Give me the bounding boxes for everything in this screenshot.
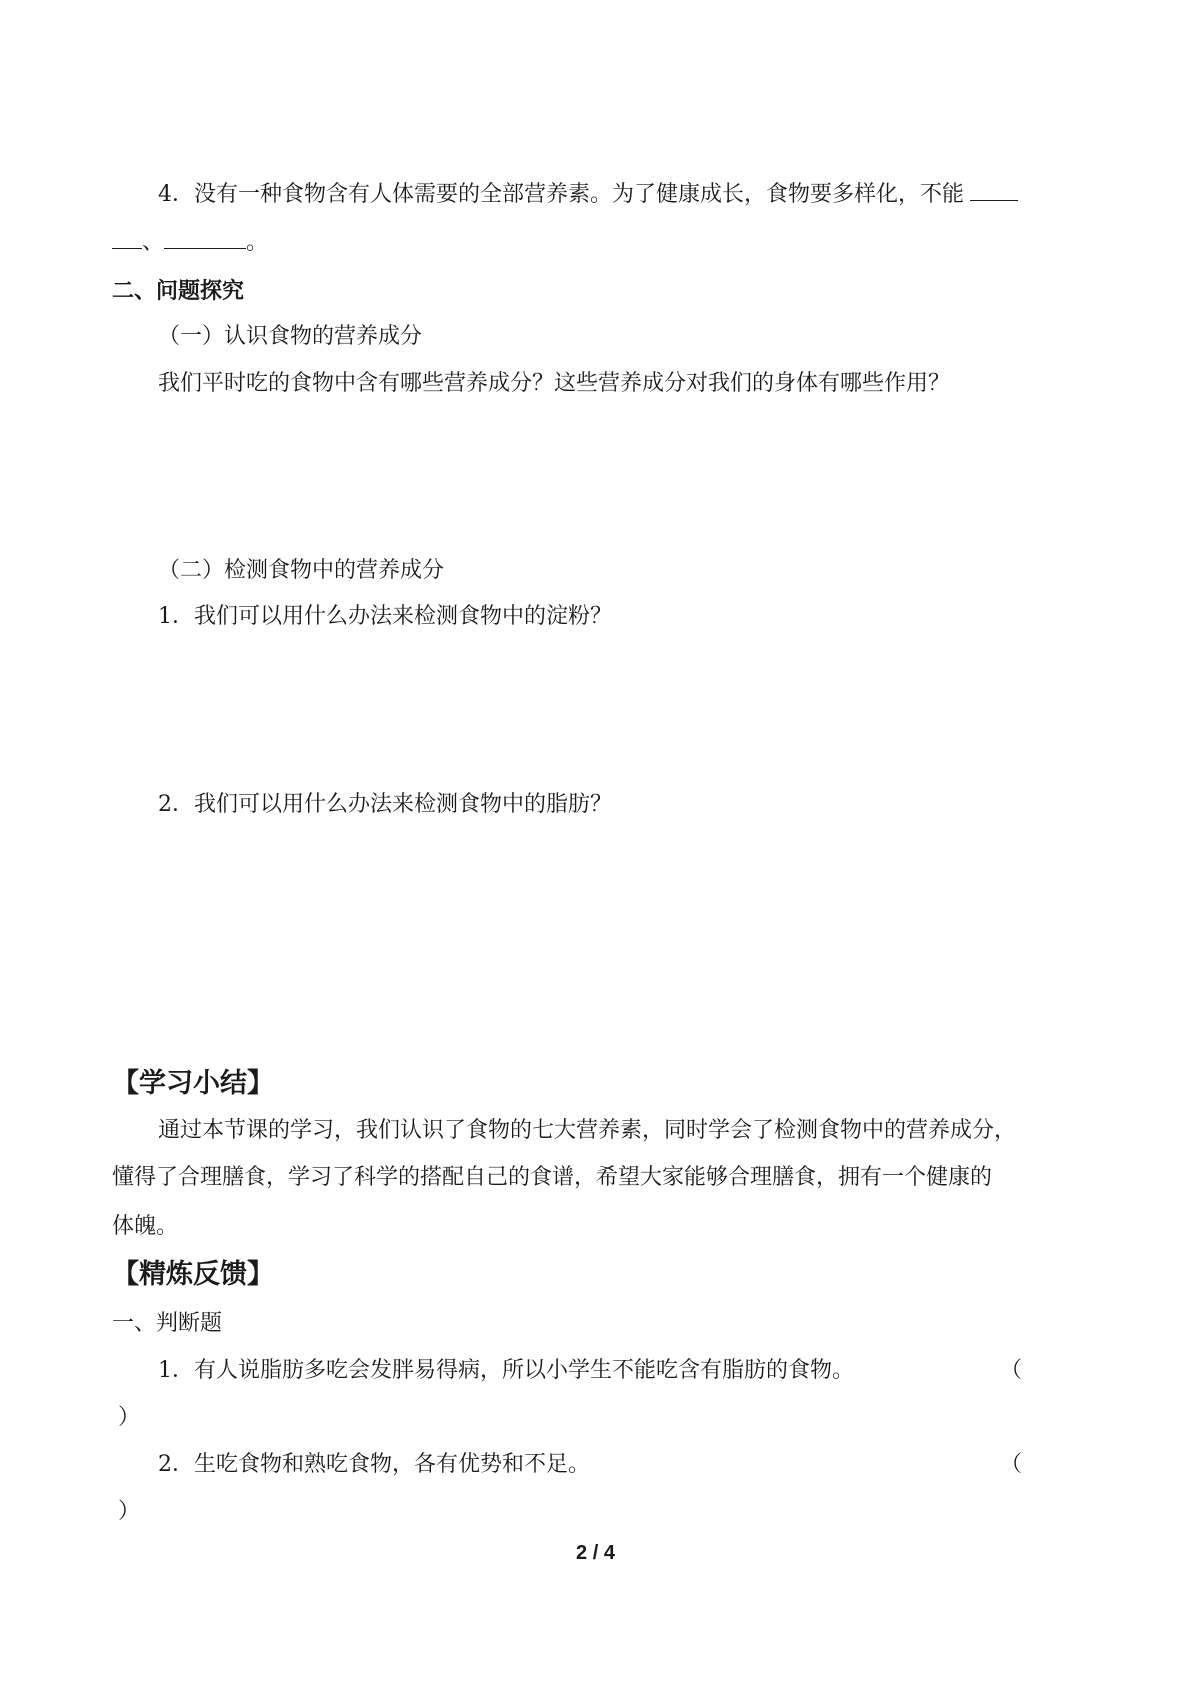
- summary-heading: 【学习小结】: [112, 1068, 274, 1099]
- feedback-heading: 【精炼反馈】: [112, 1259, 274, 1290]
- blank-separator: 、: [142, 230, 165, 255]
- answer-blank-1a[interactable]: [970, 178, 1018, 201]
- answer-paren-open-2[interactable]: （: [1000, 1452, 1023, 1477]
- true-false-section-title: 一、判断题: [112, 1311, 223, 1336]
- answer-paren-close-2: ）: [118, 1499, 141, 1524]
- true-false-item-1: 1．有人说脂肪多吃会发胖易得病，所以小学生不能吃含有脂肪的食物。: [158, 1358, 854, 1383]
- subsection-title-2: （二）检测食物中的营养成分: [158, 558, 445, 583]
- summary-line-3: 体魄。: [112, 1214, 179, 1239]
- answer-blank-1b[interactable]: [112, 226, 142, 249]
- inquiry-question-1: 我们平时吃的食物中含有哪些营养成分？这些营养成分对我们的身体有哪些作用？: [158, 371, 951, 396]
- detection-question-2: 2．我们可以用什么办法来检测食物中的脂肪？: [158, 792, 612, 817]
- subsection-title-1: （一）认识食物的营养成分: [158, 324, 423, 349]
- summary-line-1: 通过本节课的学习，我们认识了食物的七大营养素，同时学会了检测食物中的营养成分，: [158, 1118, 1017, 1143]
- section-title-inquiry: 二、问题探究: [112, 278, 245, 304]
- fill-in-question-4-cont: [112, 226, 268, 258]
- fill-in-question-4: [158, 178, 1018, 210]
- detection-question-1: 1．我们可以用什么办法来检测食物中的淀粉？: [158, 604, 612, 629]
- question-4-end: 。: [246, 230, 269, 255]
- summary-line-2: 懂得了合理膳食，学习了科学的搭配自己的食谱，希望大家能够合理膳食，拥有一个健康的: [112, 1165, 993, 1190]
- question-4-text: 4．没有一种食物含有人体需要的全部营养素。为了健康成长，食物要多样化，不能: [158, 182, 964, 207]
- answer-blank-2[interactable]: [164, 226, 246, 249]
- page-number: 2 / 4: [576, 1542, 615, 1564]
- answer-paren-close-1: ）: [118, 1405, 141, 1430]
- true-false-item-2: 2．生吃食物和熟吃食物，各有优势和不足。: [158, 1452, 590, 1477]
- answer-paren-open-1[interactable]: （: [1000, 1358, 1023, 1383]
